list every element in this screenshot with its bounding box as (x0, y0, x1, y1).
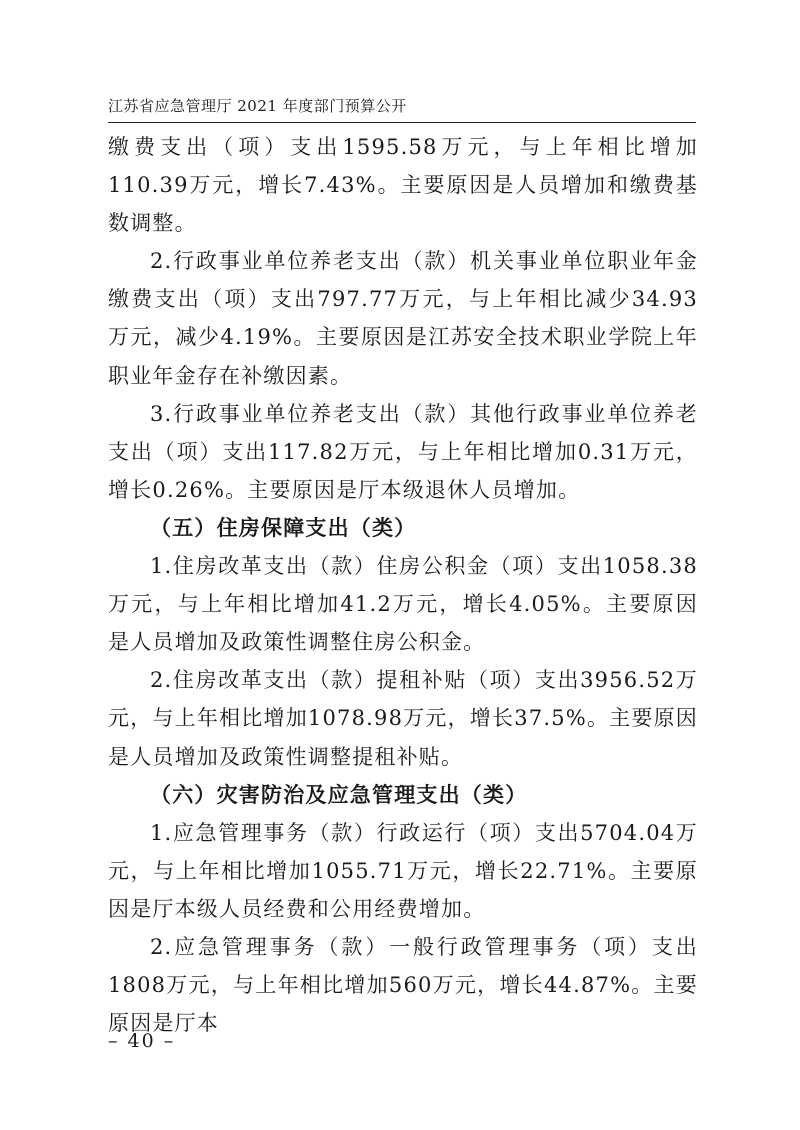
document-body (108, 128, 698, 1042)
paragraph-housing-fund: 1.住房改革支出（款）住房公积金（项）支出1058.38万元，与上年相比增加41.2万元，增长4.05%。主要原因是人员增加及政策性调整住房公积金。 (108, 554, 698, 655)
paragraph-rent-subsidy: 2.住房改革支出（款）提租补贴（项）支出3956.52万元，与上年相比增加1078.98万元，增长37.5%。主要原因是人员增加及政策性调整提租补贴。 (108, 668, 698, 769)
paragraph-occupational-annuity: 2.行政事业单位养老支出（款）机关事业单位职业年金缴费支出（项）支出797.77万元，与上年相比减少34.93万元，减少4.19%。主要原因是江苏安全技术职业学院上年职业年金存在补缴因素。 (108, 249, 698, 388)
paragraph-continuation: 缴费支出（项）支出1595.58万元，与上年相比增加110.39万元，增长7.43%。主要原因是人员增加和缴费基数调整。 (108, 135, 698, 236)
section-heading-disaster: （六）灾害防治及应急管理支出（类） (150, 781, 528, 807)
page-number: – 40 – (108, 1030, 176, 1052)
paragraph-general-admin: 2.应急管理事务（款）一般行政管理事务（项）支出1808万元，与上年相比增加560万元，增长44.87%。主要原因是厅本 (108, 934, 698, 1036)
paragraph-admin-operation: 1.应急管理事务（款）行政运行（项）支出5704.04万元，与上年相比增加1055.71万元，增长22.71%。主要原因是厅本级人员经费和公用经费增加。 (108, 820, 698, 921)
page-header (108, 92, 696, 123)
paragraph-other-pension: 3.行政事业单位养老支出（款）其他行政事业单位养老支出（项）支出117.82万元，与上年相比增加0.31万元，增长0.26%。主要原因是厅本级退休人员增加。 (108, 401, 698, 502)
header-title: 江苏省应急管理厅 2021 年度部门预算公开 (108, 97, 407, 115)
section-heading-housing: （五）住房保障支出（类） (150, 514, 417, 540)
